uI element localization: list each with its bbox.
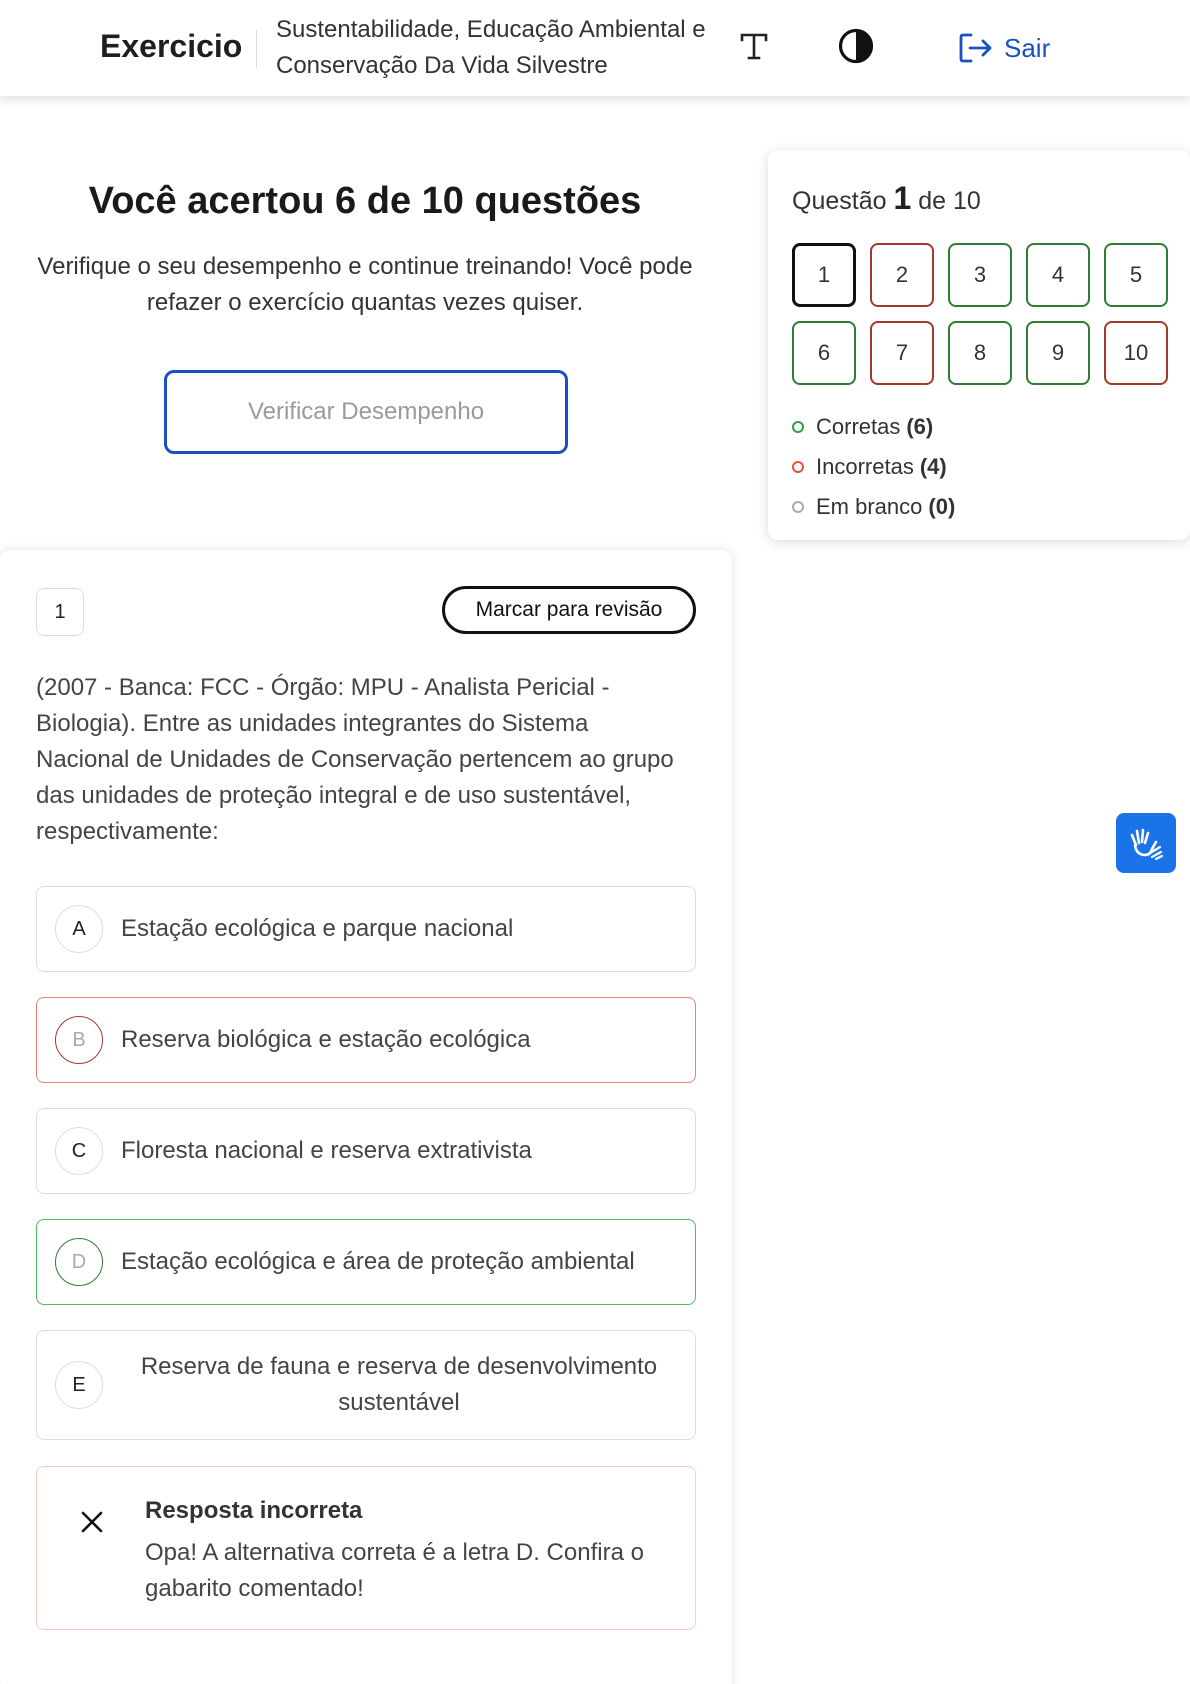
blank-dot-icon bbox=[792, 501, 804, 513]
result-summary bbox=[0, 180, 730, 321]
question-nav-button[interactable]: 9 bbox=[1026, 321, 1090, 385]
option-letter: B bbox=[55, 1016, 103, 1064]
option-letter: A bbox=[55, 905, 103, 953]
option-c[interactable] bbox=[36, 1108, 696, 1194]
font-size-button[interactable] bbox=[732, 24, 776, 68]
question-nav-button[interactable]: 10 bbox=[1104, 321, 1168, 385]
option-text: Reserva biológica e estação ecológica bbox=[121, 1026, 531, 1053]
question-card bbox=[0, 550, 732, 1684]
header-divider bbox=[256, 30, 257, 68]
question-nav-button[interactable]: 1 bbox=[792, 243, 856, 307]
legend-incorrect bbox=[792, 447, 1166, 487]
question-navigator bbox=[768, 150, 1190, 540]
question-nav-button[interactable]: 4 bbox=[1026, 243, 1090, 307]
legend-correct-count: (6) bbox=[906, 414, 934, 439]
option-e[interactable] bbox=[36, 1330, 696, 1440]
feedback-text: Opa! A alternativa correta é a letra D. Confira o gabarito comentado! bbox=[145, 1539, 644, 1602]
legend-incorrect-label: Incorretas bbox=[816, 454, 914, 479]
legend-correct-label: Corretas bbox=[816, 414, 901, 439]
question-nav-button[interactable]: 5 bbox=[1104, 243, 1168, 307]
option-b[interactable] bbox=[36, 997, 696, 1083]
legend-correct bbox=[792, 407, 1166, 447]
navigator-current: 1 bbox=[893, 180, 912, 216]
course-title: Sustentabilidade, Educação Ambiental e Conservação Da Vida Silvestre bbox=[276, 16, 706, 79]
navigator-suffix: de 10 bbox=[918, 187, 981, 215]
mark-for-review-button[interactable]: Marcar para revisão bbox=[442, 586, 696, 634]
option-text: Estação ecológica e área de proteção ambiental bbox=[121, 1248, 635, 1275]
legend-blank-count: (0) bbox=[928, 494, 956, 519]
correct-dot-icon bbox=[792, 421, 804, 433]
logout-icon bbox=[958, 32, 994, 64]
close-icon bbox=[77, 1507, 107, 1537]
contrast-icon bbox=[837, 27, 875, 65]
incorrect-dot-icon bbox=[792, 461, 804, 473]
option-letter: E bbox=[55, 1361, 103, 1409]
result-description: Verifique o seu desempenho e continue treinando! Você pode refazer o exercício quantas vezes quiser. bbox=[37, 253, 693, 316]
question-nav-button[interactable]: 2 bbox=[870, 243, 934, 307]
legend-blank-label: Em branco bbox=[816, 494, 923, 519]
answer-feedback bbox=[36, 1466, 696, 1630]
result-title: Você acertou 6 de 10 questões bbox=[88, 180, 642, 222]
logout-button[interactable] bbox=[958, 28, 1050, 68]
option-text: Estação ecológica e parque nacional bbox=[121, 915, 514, 942]
app-header bbox=[0, 0, 1190, 96]
font-size-icon bbox=[737, 29, 771, 63]
option-text: Floresta nacional e reserva extrativista bbox=[121, 1137, 532, 1164]
navigator-prefix: Questão bbox=[792, 187, 887, 215]
navigator-grid bbox=[792, 243, 1166, 385]
question-number-badge: 1 bbox=[36, 588, 84, 636]
option-text: Reserva de fauna e reserva de desenvolvimento sustentável bbox=[140, 1353, 658, 1416]
navigator-heading bbox=[792, 180, 1166, 217]
logout-label: Sair bbox=[1004, 32, 1051, 63]
legend-incorrect-count: (4) bbox=[919, 454, 947, 479]
option-d[interactable] bbox=[36, 1219, 696, 1305]
sign-language-icon bbox=[1126, 823, 1166, 863]
brand-title: Exercicio bbox=[100, 28, 243, 64]
question-nav-button[interactable]: 3 bbox=[948, 243, 1012, 307]
question-nav-button[interactable]: 8 bbox=[948, 321, 1012, 385]
question-nav-button[interactable]: 7 bbox=[870, 321, 934, 385]
option-a[interactable] bbox=[36, 886, 696, 972]
sign-language-button[interactable] bbox=[1116, 813, 1176, 873]
feedback-title: Resposta incorreta bbox=[145, 1497, 363, 1524]
verify-performance-button[interactable]: Verificar Desempenho bbox=[164, 370, 568, 454]
option-letter: C bbox=[55, 1127, 103, 1175]
option-letter: D bbox=[55, 1238, 103, 1286]
question-text: (2007 - Banca: FCC - Órgão: MPU - Analista Pericial - Biologia). Entre as unidades integrantes do Sistema Nacional de Unidades de Conservação pertencem ao grupo das unidades de proteção integral e de uso sustentável, respectivamente: bbox=[36, 674, 674, 845]
legend-blank bbox=[792, 487, 1166, 527]
question-nav-button[interactable]: 6 bbox=[792, 321, 856, 385]
contrast-button[interactable] bbox=[834, 24, 878, 68]
navigator-legend bbox=[792, 407, 1166, 527]
